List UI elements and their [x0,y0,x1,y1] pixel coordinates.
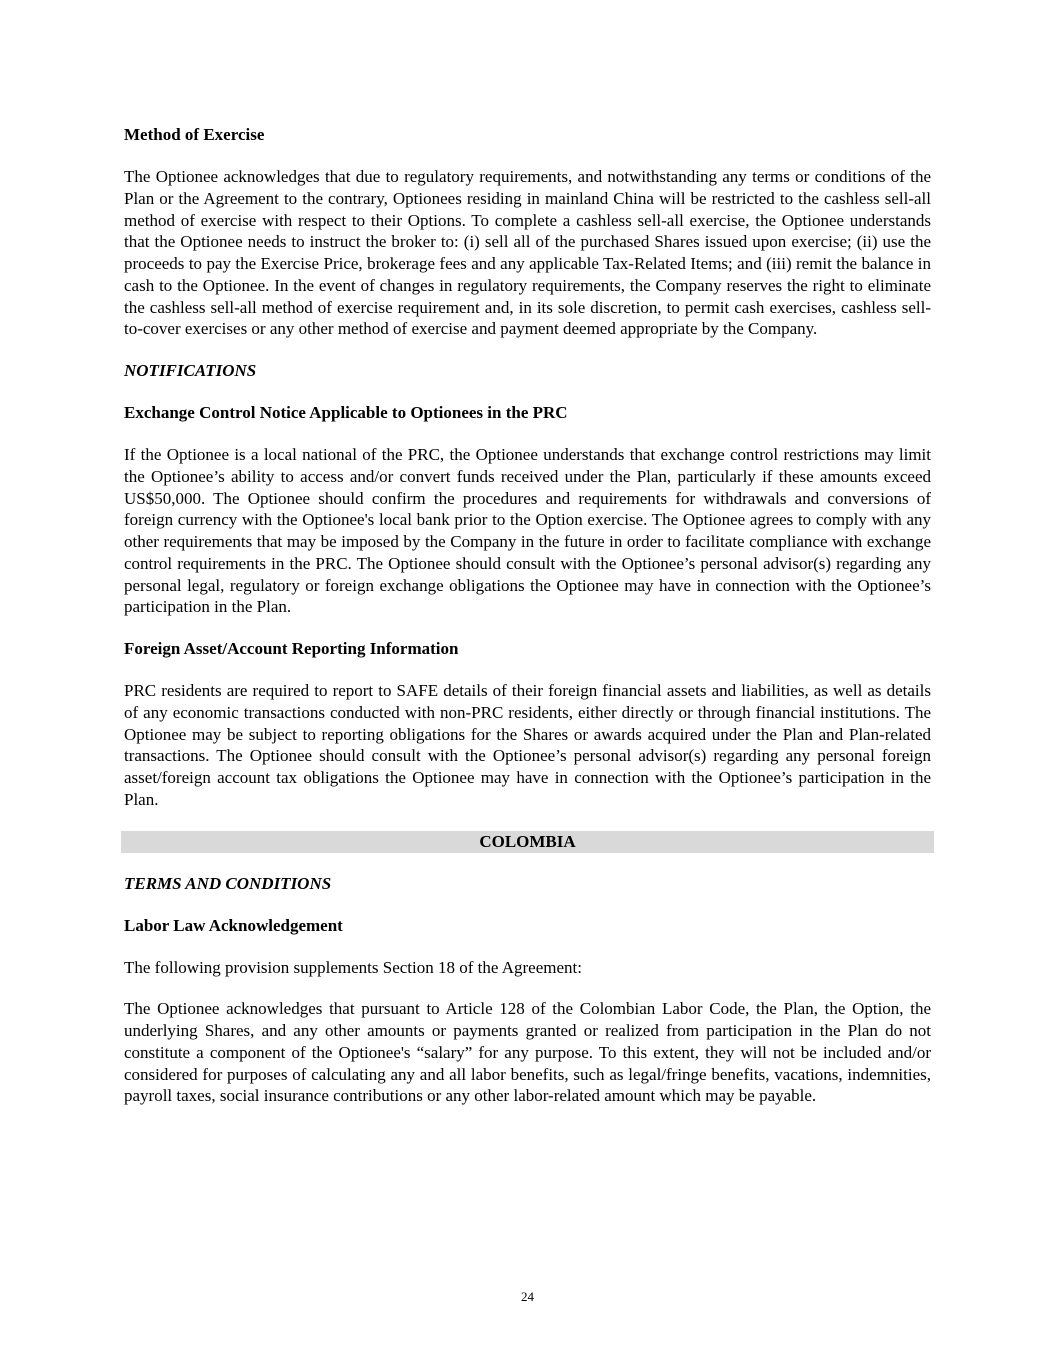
page-number: 24 [521,1289,534,1304]
terms-and-conditions-heading: TERMS AND CONDITIONS [124,873,332,893]
notifications-heading: NOTIFICATIONS [124,361,257,380]
labor-law-paragraph: The Optionee acknowledges that pursuant to Article 128 of the Colombian Labor Code, the Plan, the Option, the underlying Shares, and any other amounts or payments granted or realized from participation in the Plan do not constitute a component of the Optionee's “salary” for any purpose. To this extent, they will not be included and/or considered for purposes of calculating any and all labor benefits, such as legal/fringe benefits, vacations, indemnities, payroll taxes, social insurance contributions or any other labor-related amount which may be payable. [124,999,931,1106]
exchange-control-paragraph: If the Optionee is a local national of the PRC, the Optionee understands that exchange control restrictions may limit the Optionee’s ability to access and/or convert funds received under the Plan, particularly if these amounts exceed US$50,000. The Optionee should confirm the procedures and requirements for withdrawals and conversions of foreign currency with the Optionee's local bank prior to the Option exercise. The Optionee agrees to comply with any other requirements that may be imposed by the Company in the future in order to facilitate compliance with exchange control requirements in the PRC. The Optionee should consult with the Optionee’s personal advisor(s) regarding any personal legal, regulatory or foreign exchange obligations the Optionee may have in connection with the Optionee’s participation in the Plan. [124,445,931,617]
labor-law-intro: The following provision supplements Section 18 of the Agreement: [124,957,582,977]
method-of-exercise-heading: Method of Exercise [124,125,265,144]
exchange-control-heading: Exchange Control Notice Applicable to Optionees in the PRC [124,403,568,422]
foreign-asset-heading: Foreign Asset/Account Reporting Information [124,639,459,658]
document-page [124,124,931,1127]
country-banner: COLOMBIA [121,831,934,853]
labor-law-heading: Labor Law Acknowledgement [124,915,343,935]
method-of-exercise-paragraph: The Optionee acknowledges that due to regulatory requirements, and notwithstanding any terms or conditions of the Plan or the Agreement to the contrary, Optionees residing in mainland China will be restricted to the cashless sell-all method of exercise with respect to their Options. To complete a cashless sell-all exercise, the Optionee understands that the Optionee needs to instruct the broker to: (i) sell all of the purchased Shares issued upon exercise; (ii) use the proceeds to pay the Exercise Price, brokerage fees and any applicable Tax-Related Items; and (iii) remit the balance in cash to the Optionee. In the event of changes in regulatory requirements, the Company reserves the right to eliminate the cashless sell-all method of exercise requirement and, in its sole discretion, to permit cash exercises, cashless sell-to-cover exercises or any other method of exercise and payment deemed appropriate by the Company. [124,167,931,339]
foreign-asset-paragraph: PRC residents are required to report to SAFE details of their foreign financial assets and liabilities, as well as details of any economic transactions conducted with non-PRC residents, either directly or through financial institutions. The Optionee may be subject to reporting obligations for the Shares or awards acquired under the Plan and Plan-related transactions. The Optionee should consult with the Optionee’s personal advisor(s) regarding any personal foreign asset/foreign account tax obligations the Optionee may have in connection with the Optionee’s participation in the Plan. [124,681,931,809]
